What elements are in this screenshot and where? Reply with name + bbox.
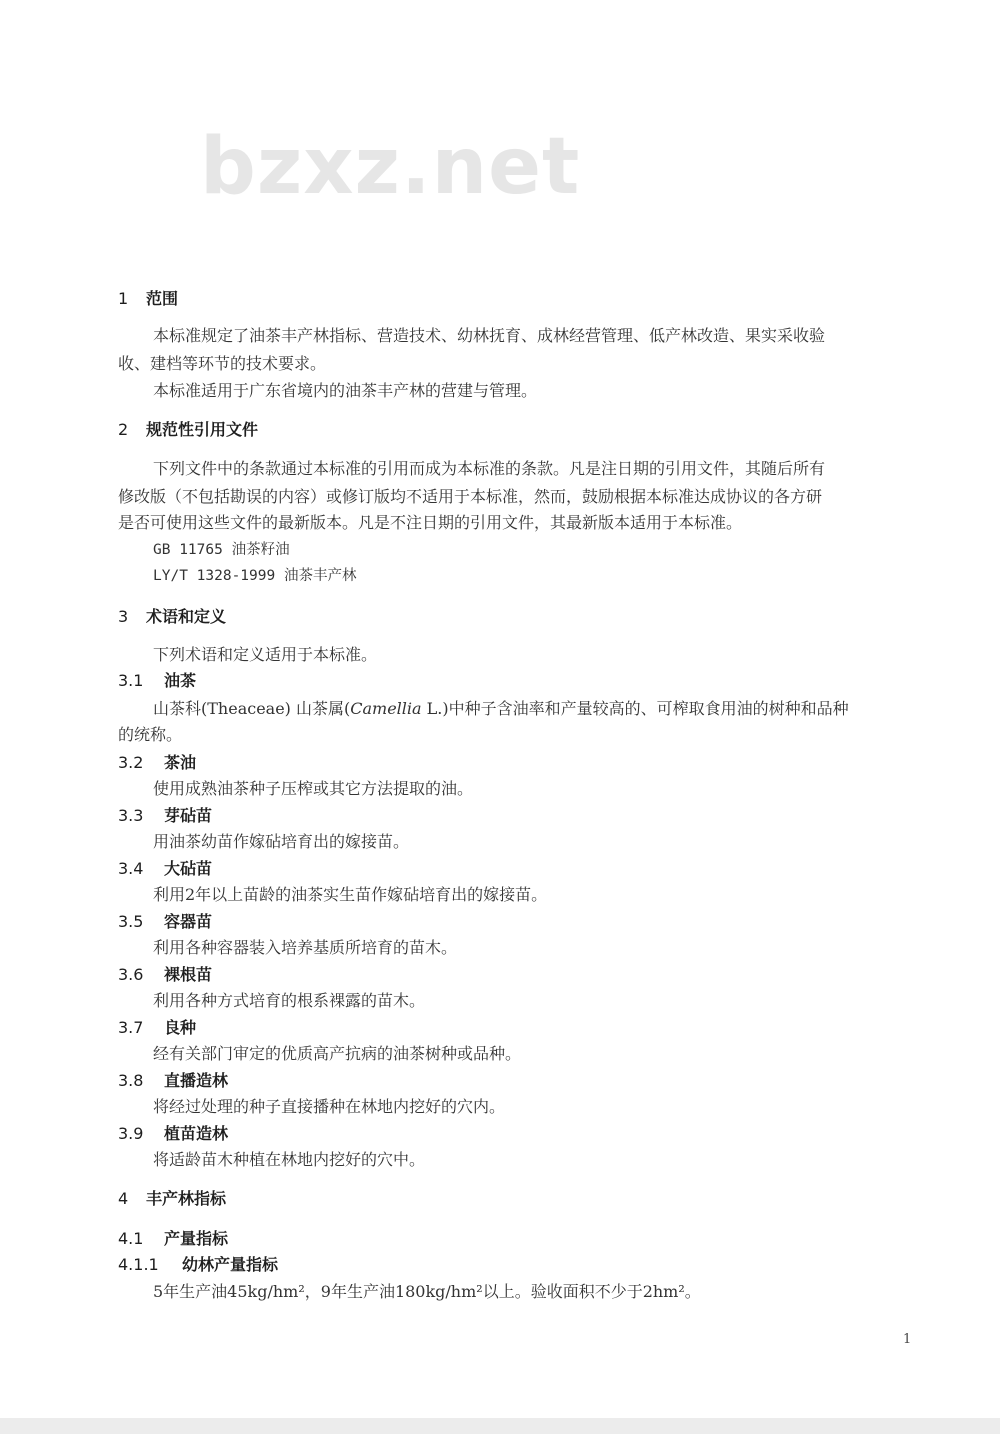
term-definition <box>153 696 849 719</box>
reference-lyt1328: LY/T 1328-1999 油茶丰产林 <box>153 568 357 584</box>
term-definition: 使用成熟油茶种子压榨或其它方法提取的油。 <box>153 779 474 798</box>
paragraph: 下列术语和定义适用于本标准。 <box>153 645 378 664</box>
paragraph: 本标准适用于广东省境内的油茶丰产林的营建与管理。 <box>153 381 538 400</box>
term-definition: 利用2年以上苗龄的油茶实生苗作嫁砧培育出的嫁接苗。 <box>153 885 548 904</box>
paragraph: 修改版（不包括勘误的内容）或修订版均不适用于本标准，然而，鼓励根据本标准达成协议的各方研 <box>118 487 823 506</box>
term-title: 裸根苗 <box>164 965 213 984</box>
term-title: 茶油 <box>164 753 197 772</box>
subsection-number: 4.1.1 <box>118 1255 159 1274</box>
term-definition: 将经过处理的种子直接播种在林地内挖好的穴内。 <box>153 1097 506 1116</box>
watermark: bzxz.net <box>200 122 581 212</box>
section-title: 范围 <box>146 289 179 308</box>
subsection-4-1-heading <box>118 1226 228 1249</box>
viewer-bottom-bar <box>0 1418 1000 1434</box>
term-3-1-heading <box>118 668 196 691</box>
term-3-3-heading <box>118 803 212 826</box>
term-title: 容器苗 <box>164 912 213 931</box>
section-number: 2 <box>118 420 129 439</box>
term-number: 3.9 <box>118 1124 144 1143</box>
term-3-5-heading <box>118 909 212 932</box>
genus-name: Camellia <box>350 699 422 718</box>
section-number: 3 <box>118 607 129 626</box>
section-1-heading <box>118 286 178 309</box>
page-number: 1 <box>903 1332 912 1347</box>
term-3-8-heading <box>118 1068 228 1091</box>
term-3-4-heading <box>118 856 212 879</box>
term-title: 植苗造林 <box>164 1124 229 1143</box>
subsection-number: 4.1 <box>118 1229 144 1248</box>
term-number: 3.7 <box>118 1018 144 1037</box>
term-definition: 的统称。 <box>118 725 183 744</box>
paragraph: 本标准规定了油茶丰产林指标、营造技术、幼林抚育、成林经营管理、低产林改造、果实采收验 <box>153 326 826 345</box>
term-3-2-heading <box>118 750 196 773</box>
paragraph: 收、建档等环节的技术要求。 <box>118 354 327 373</box>
definition-text: L.)中种子含油率和产量较高的、可榨取食用油的树种和品种 <box>421 699 849 718</box>
paragraph: 5年生产油45kg/hm²，9年生产油180kg/hm²以上。验收面积不少于2hm²。 <box>153 1282 701 1301</box>
definition-text: 山茶科(Theaceae) 山茶属( <box>153 699 351 718</box>
section-3-heading <box>118 604 226 627</box>
section-title: 丰产林指标 <box>146 1189 227 1208</box>
term-title: 大砧苗 <box>164 859 213 878</box>
term-definition: 利用各种方式培育的根系裸露的苗木。 <box>153 991 426 1010</box>
term-number: 3.4 <box>118 859 144 878</box>
section-2-heading <box>118 417 258 440</box>
subsection-4-1-1-heading <box>118 1252 278 1275</box>
term-title: 芽砧苗 <box>164 806 213 825</box>
section-4-heading <box>118 1186 226 1209</box>
section-number: 1 <box>118 289 129 308</box>
term-number: 3.8 <box>118 1071 144 1090</box>
reference-gb11765: GB 11765 油茶籽油 <box>153 542 290 558</box>
term-number: 3.5 <box>118 912 144 931</box>
term-title: 良种 <box>164 1018 197 1037</box>
subsection-title: 幼林产量指标 <box>182 1255 279 1274</box>
term-title: 油茶 <box>164 671 197 690</box>
term-definition: 将适龄苗木种植在林地内挖好的穴中。 <box>153 1150 426 1169</box>
term-definition: 用油茶幼苗作嫁砧培育出的嫁接苗。 <box>153 832 410 851</box>
term-number: 3.6 <box>118 965 144 984</box>
term-number: 3.2 <box>118 753 144 772</box>
term-number: 3.1 <box>118 671 144 690</box>
term-title: 直播造林 <box>164 1071 229 1090</box>
term-3-7-heading <box>118 1015 196 1038</box>
term-number: 3.3 <box>118 806 144 825</box>
section-title: 术语和定义 <box>146 607 227 626</box>
paragraph: 是否可使用这些文件的最新版本。凡是不注日期的引用文件，其最新版本适用于本标准。 <box>118 513 743 532</box>
term-3-9-heading <box>118 1121 228 1144</box>
term-definition: 利用各种容器装入培养基质所培育的苗木。 <box>153 938 458 957</box>
subsection-title: 产量指标 <box>164 1229 229 1248</box>
term-3-6-heading <box>118 962 212 985</box>
term-definition: 经有关部门审定的优质高产抗病的油茶树种或品种。 <box>153 1044 522 1063</box>
section-number: 4 <box>118 1189 129 1208</box>
paragraph: 下列文件中的条款通过本标准的引用而成为本标准的条款。凡是注日期的引用文件，其随后所有 <box>153 459 826 478</box>
section-title: 规范性引用文件 <box>146 420 259 439</box>
